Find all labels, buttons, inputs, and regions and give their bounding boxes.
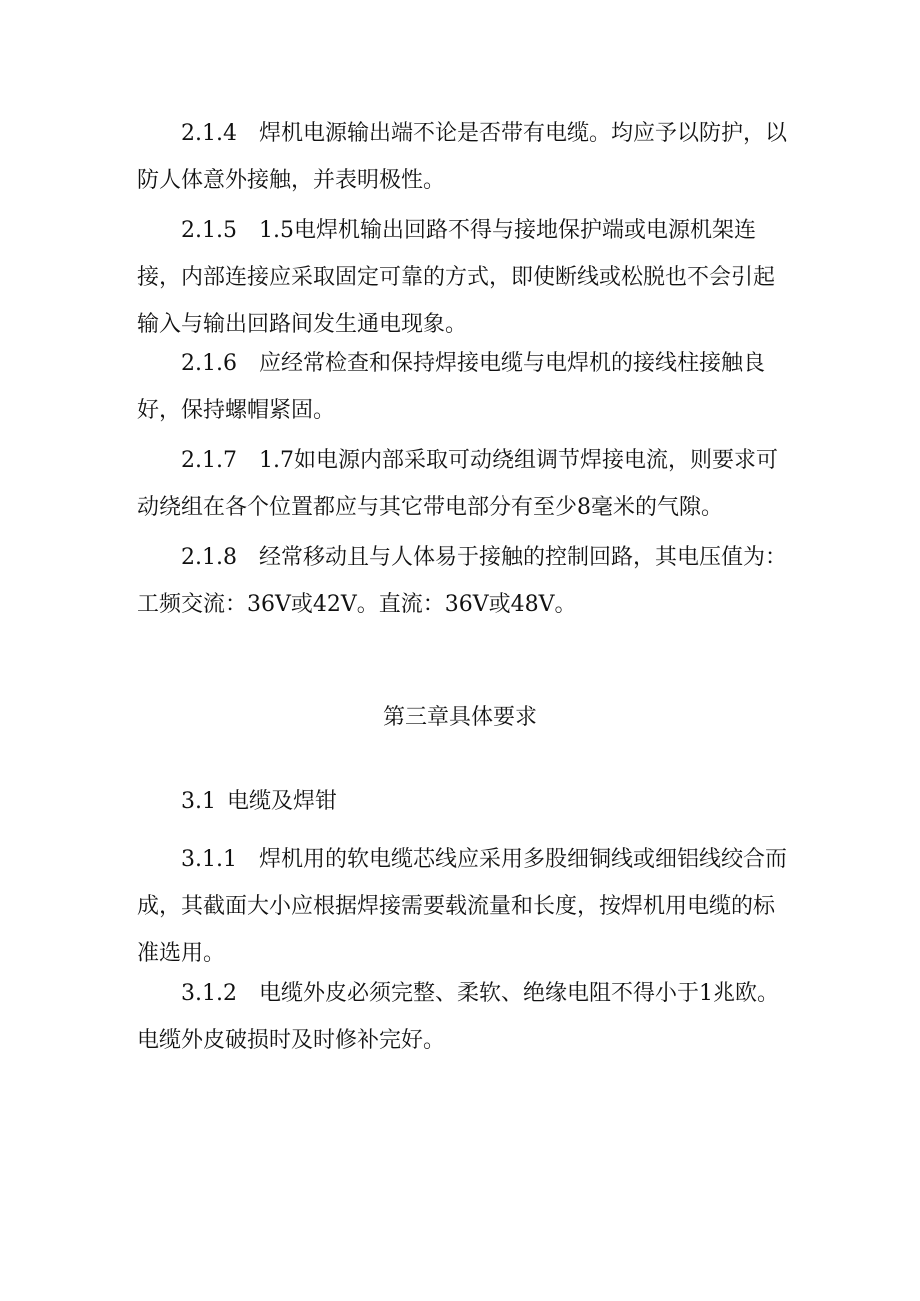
- clause-text: 焊机电源输出端不论是否带有电缆。均应予以防护，以防人体意外接触，并表明极性。: [137, 121, 788, 193]
- paragraph-3-1-2: [137, 970, 787, 1064]
- paragraph-2-1-5: [137, 207, 787, 348]
- clause-text: 应经常检查和保持焊接电缆与电焊机的接线柱接触良好，保持螺帽紧固。: [137, 351, 766, 423]
- clause-number: 2.1.6: [181, 351, 237, 376]
- paragraph-3-1-1: [137, 836, 787, 977]
- clause-text: 焊机用的软电缆芯线应采用多股细铜线或细铝线绞合而成，其截面大小应根据焊接需要载流量和长度，按焊机用电缆的标准选用。: [137, 847, 788, 966]
- clause-text: 1.7如电源内部采取可动绕组调节焊接电流，则要求可动绕组在各个位置都应与其它带电部分有至少8毫米的气隙。: [137, 448, 778, 520]
- section-title: 电缆及焊钳: [227, 789, 338, 814]
- clause-text: 1.5电焊机输出回路不得与接地保护端或电源机架连接，内部连接应采取固定可靠的方式，即使断线或松脱也不会引起输入与输出回路间发生通电现象。: [137, 218, 776, 337]
- clause-number: 2.1.8: [181, 545, 237, 570]
- section-heading-3-1: [137, 778, 787, 825]
- paragraph-2-1-6: [137, 340, 787, 434]
- chapter-title: 第三章具体要求: [382, 705, 537, 730]
- paragraph-2-1-7: [137, 437, 787, 531]
- clause-text: 经常移动且与人体易于接触的控制回路，其电压值为：工频交流：36V或42V。直流：36V或48V。: [137, 545, 788, 617]
- clause-text: 电缆外皮必须完整、柔软、绝缘电阻不得小于1兆欧。电缆外皮破损时及时修补完好。: [137, 981, 779, 1053]
- clause-number: 3.1.2: [181, 981, 237, 1006]
- clause-number: 3.1.1: [181, 847, 237, 872]
- section-number: 3.1: [181, 789, 216, 814]
- paragraph-2-1-4: [137, 110, 787, 204]
- clause-number: 2.1.7: [181, 448, 237, 473]
- clause-number: 2.1.4: [181, 121, 237, 146]
- clause-number: 2.1.5: [181, 218, 237, 243]
- paragraph-2-1-8: [137, 534, 787, 628]
